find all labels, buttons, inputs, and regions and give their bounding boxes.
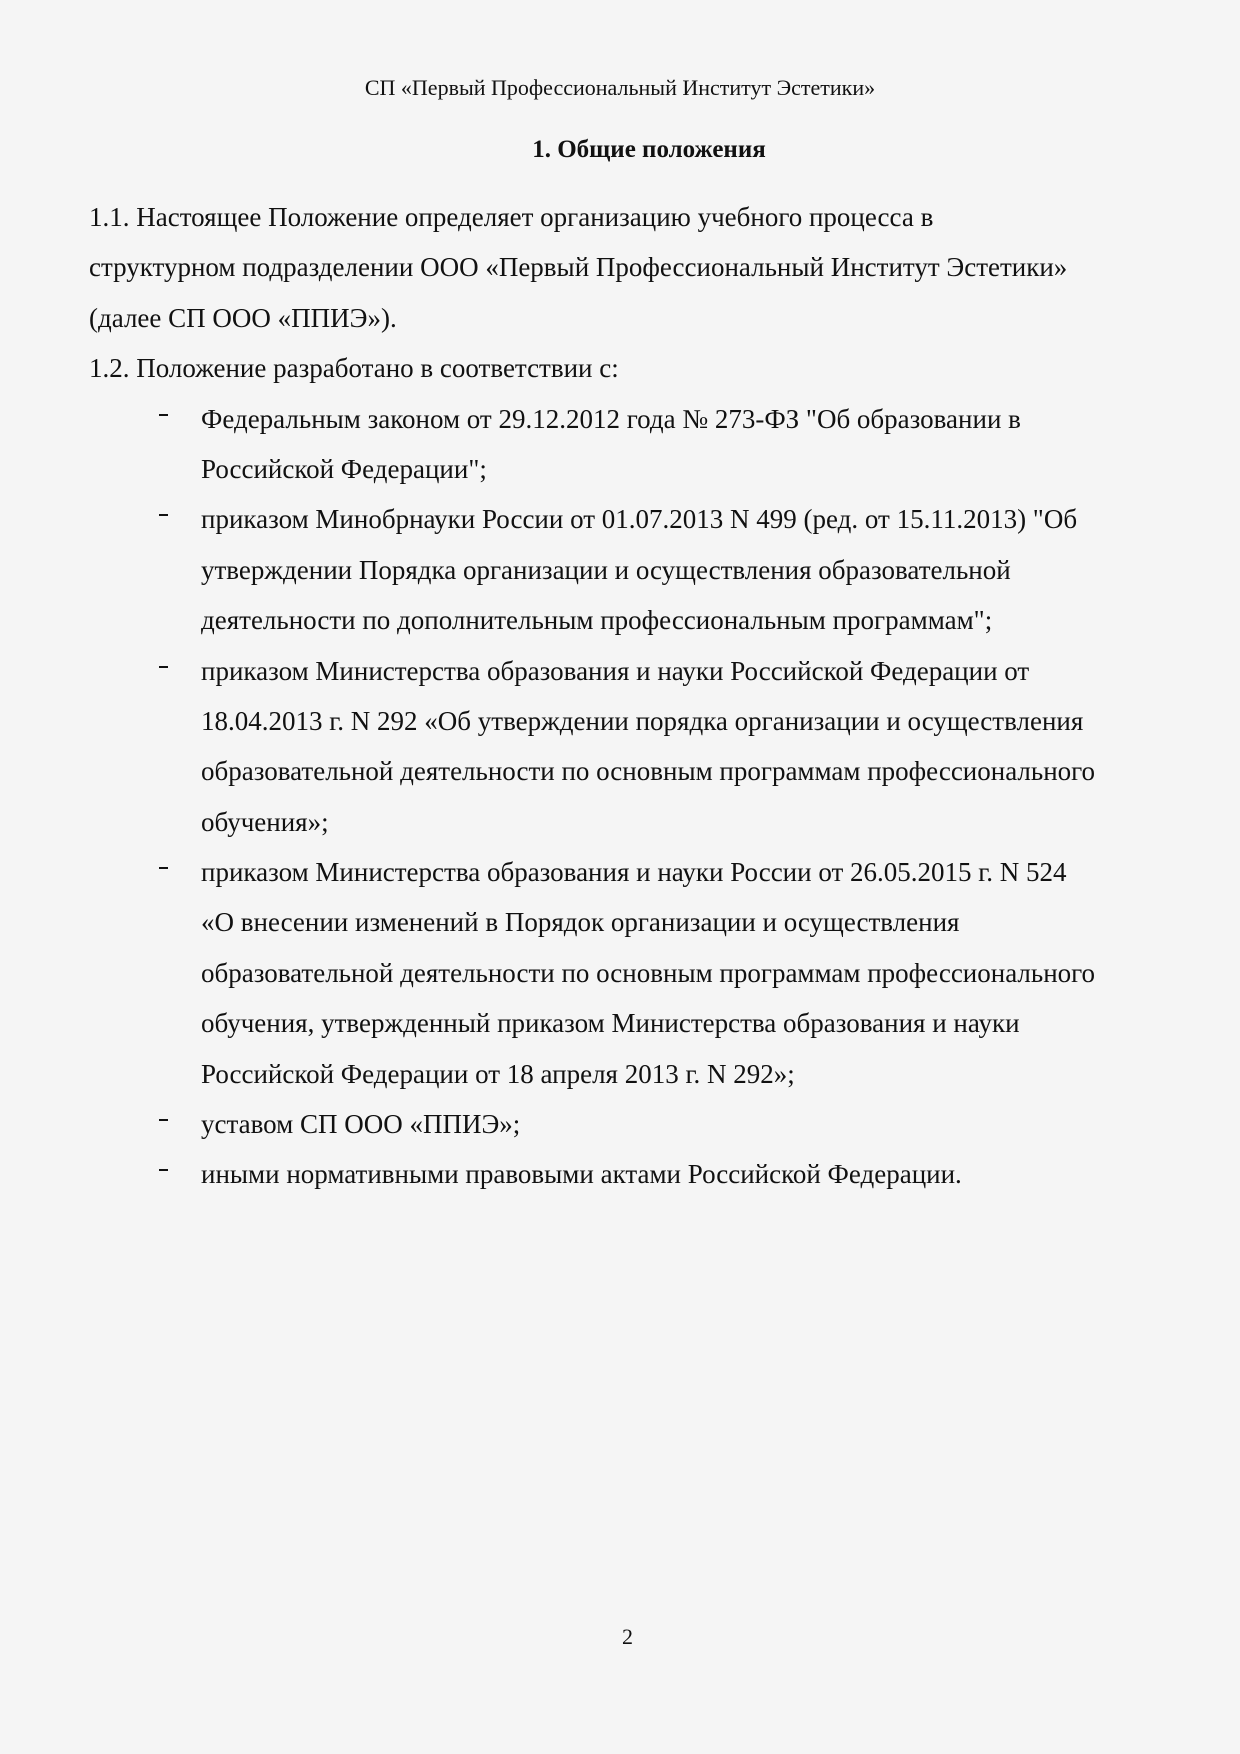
list-item-line: приказом Министерства образования и науки Российской Федерации от xyxy=(201,655,1030,686)
list-item xyxy=(89,1099,1179,1149)
dash-bullet-icon xyxy=(159,494,171,544)
paragraph-1-2 xyxy=(89,343,1179,393)
list-item-line: уставом СП ООО «ППИЭ»; xyxy=(201,1109,521,1140)
list-item-line: 18.04.2013 г. N 292 «Об утверждении порядка организации и осуществления xyxy=(201,705,1084,736)
list-item-line: приказом Министерства образования и науки России от 26.05.2015 г. N 524 xyxy=(201,857,1067,888)
list-item-line: Федеральным законом от 29.12.2012 года № 273-ФЗ "Об образовании в xyxy=(201,403,1021,434)
list-item xyxy=(89,1149,1179,1199)
list-item xyxy=(89,847,1179,1099)
paragraph-line: 1.2. Положение разработано в соответствии с: xyxy=(89,353,619,384)
list-item-line: обучения»; xyxy=(201,806,329,837)
list-item-line: приказом Минобрнауки России от 01.07.2013 N 499 (ред. от 15.11.2013) "Об xyxy=(201,504,1078,535)
document-header: СП «Первый Профессиональный Институт Эстетики» xyxy=(364,75,876,100)
dash-bullet-icon xyxy=(159,1099,171,1149)
dash-bullet-icon xyxy=(159,646,171,696)
legal-basis-list xyxy=(89,394,1179,1200)
paragraph-1-1 xyxy=(89,192,1179,343)
list-item xyxy=(89,646,1179,848)
paragraph-line: структурном подразделении ООО «Первый Профессиональный Институт Эстетики» xyxy=(89,252,1068,283)
dash-bullet-icon xyxy=(159,847,171,897)
list-item-line: образовательной деятельности по основным программам профессионального xyxy=(201,957,1096,988)
list-item-line: обучения, утвержденный приказом Министерства образования и науки xyxy=(201,1008,1020,1039)
list-item-line: «О внесении изменений в Порядок организации и осуществления xyxy=(201,907,960,938)
list-item-line: Российской Федерации"; xyxy=(201,453,487,484)
list-item-line: образовательной деятельности по основным программам профессионального xyxy=(201,756,1096,787)
list-item-line: иными нормативными правовыми актами Российской Федерации. xyxy=(201,1159,962,1190)
dash-bullet-icon xyxy=(159,394,171,444)
dash-bullet-icon xyxy=(159,1149,171,1199)
section-title: 1. Общие положения xyxy=(532,136,766,163)
list-item-line: утверждении Порядка организации и осуществления образовательной xyxy=(201,554,1011,585)
list-item-line: деятельности по дополнительным профессиональным программам"; xyxy=(201,605,993,636)
paragraph-line: 1.1. Настоящее Положение определяет организацию учебного процесса в xyxy=(89,202,934,232)
list-item-line: Российской Федерации от 18 апреля 2013 г. N 292»; xyxy=(201,1058,795,1089)
page-number: 2 xyxy=(622,1624,633,1649)
list-item xyxy=(89,394,1179,495)
list-item xyxy=(89,494,1179,645)
document-body xyxy=(89,192,1179,1200)
paragraph-line: (далее СП ООО «ППИЭ»). xyxy=(89,302,397,333)
